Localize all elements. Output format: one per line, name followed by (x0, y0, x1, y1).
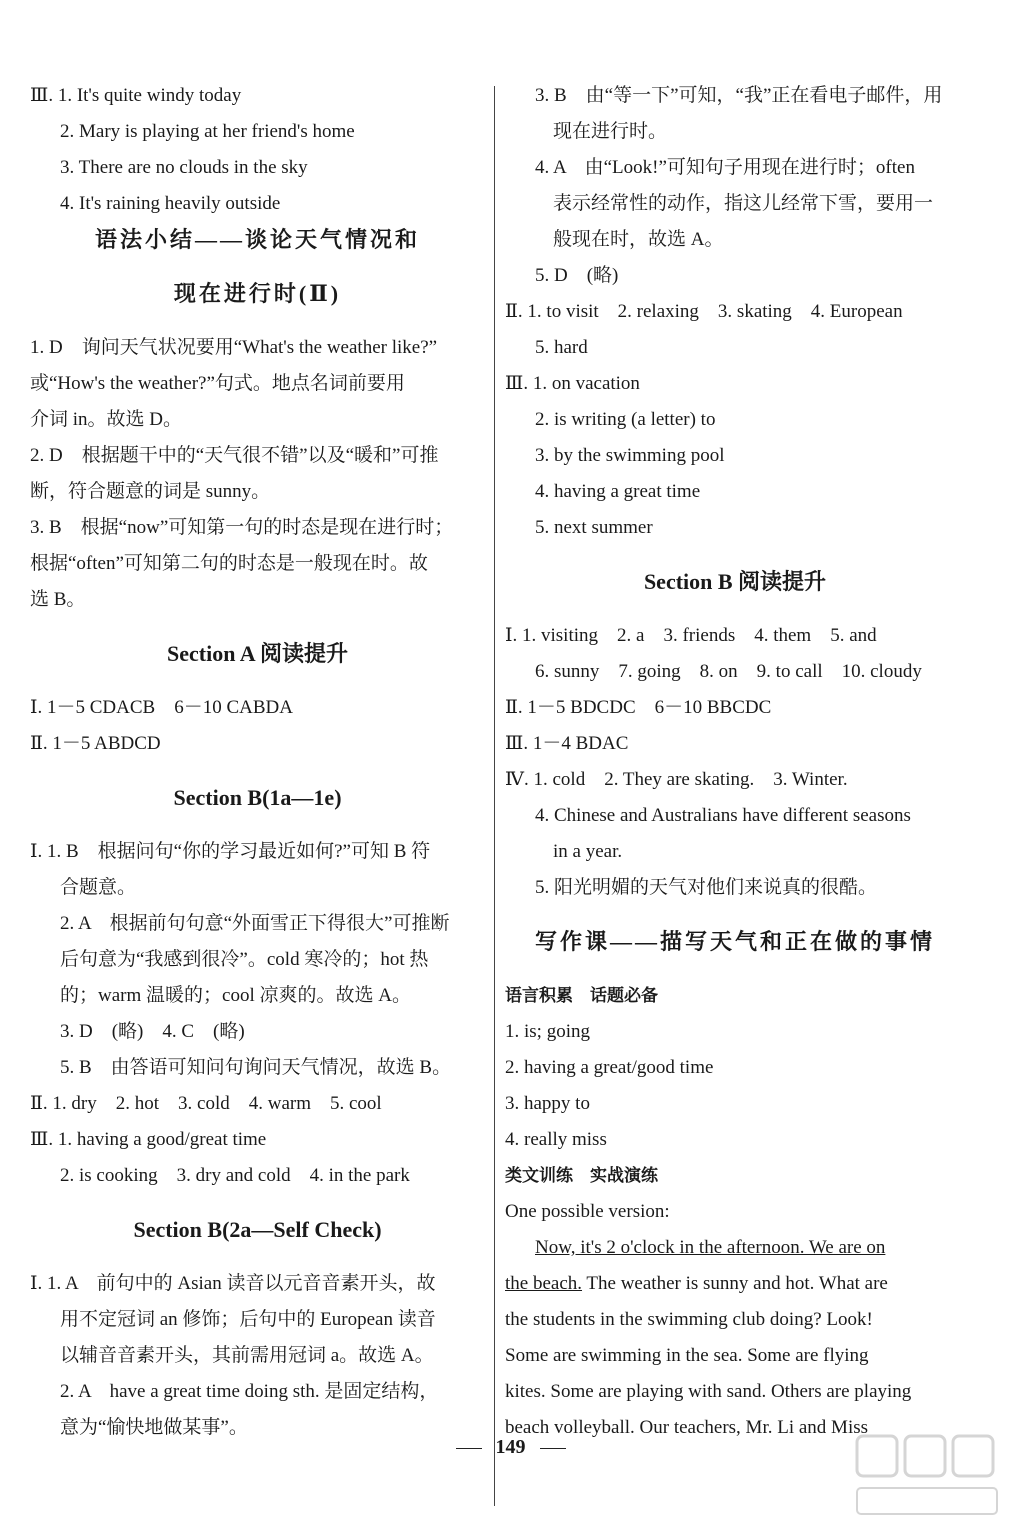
line-text: 2. is cooking 3. dry and cold 4. in the park (60, 1165, 410, 1186)
line-text: 1. D 询问天气状况要用“What's the weather like?” (30, 337, 438, 358)
text-line (30, 1302, 485, 1338)
text-line (505, 1338, 965, 1374)
line-text: Some are swimming in the sea. Some are flying (505, 1345, 869, 1366)
section-heading (505, 906, 965, 978)
left-column (30, 78, 485, 1446)
line-text: 5. D (略) (535, 265, 619, 286)
text-line (30, 1050, 485, 1086)
text-line (30, 1014, 485, 1050)
line-text: Ⅱ. 1. to visit 2. relaxing 3. skating 4. European (505, 301, 903, 322)
line-text: One possible version: (505, 1201, 670, 1222)
text-line (505, 798, 965, 834)
line-text: Ⅲ. 1. having a good/great time (30, 1129, 267, 1150)
text-line (30, 1158, 485, 1194)
line-text: 5. B 由答语可知问句询问天气情况，故选 B。 (60, 1057, 452, 1078)
text-line (30, 870, 485, 906)
text-line (30, 366, 485, 402)
dash-right (540, 1448, 566, 1449)
line-text: 3. D (略) 4. C (略) (60, 1021, 245, 1042)
text-line (30, 1086, 485, 1122)
line-text: 5. hard (535, 337, 588, 358)
text-line (30, 150, 485, 186)
line-text: 合题意。 (60, 877, 137, 898)
text-line (505, 654, 965, 690)
line-text: 3. B 由“等一下”可知，“我”正在看电子邮件，用 (535, 85, 943, 106)
text-line (505, 1194, 965, 1230)
section-heading (30, 618, 485, 690)
text-line (30, 438, 485, 474)
line-text: 4. It's raining heavily outside (60, 193, 281, 214)
dash-left (456, 1448, 482, 1449)
line-text: 表示经常性的动作，指这儿经常下雪，要用一 (553, 193, 934, 214)
line-text: 断，符合题意的词是 sunny。 (30, 481, 271, 502)
text-line (30, 510, 485, 546)
text-line (505, 726, 965, 762)
line-text: Ⅱ. 1. dry 2. hot 3. cold 4. warm 5. cool (30, 1093, 382, 1114)
text-line (30, 834, 485, 870)
line-text: 介词 in。故选 D。 (30, 409, 183, 430)
text-line (505, 1230, 965, 1266)
text-line (30, 726, 485, 762)
text-line (30, 942, 485, 978)
section-heading (30, 258, 485, 330)
text-line (505, 1266, 965, 1302)
line-text: 4. really miss (505, 1129, 607, 1150)
line-text: Section B(2a—Self Check) (133, 1217, 382, 1242)
line-text: 现在进行时。 (553, 121, 668, 142)
line-text: Ⅰ. 1. B 根据问句“你的学习最近如何?”可知 B 符 (30, 841, 431, 862)
text-line (505, 438, 965, 474)
text-line (505, 690, 965, 726)
line-text: 1. is; going (505, 1021, 590, 1042)
line-text: 根据“often”可知第二句的时态是一般现在时。故 (30, 553, 428, 574)
line-text: Now, it's 2 o'clock in the afternoon. We are on (535, 1237, 886, 1258)
line-text: Ⅰ. 1. visiting 2. a 3. friends 4. them 5. and (505, 625, 877, 646)
text-line (505, 150, 965, 186)
text-line (30, 114, 485, 150)
text-line (30, 330, 485, 366)
sub-heading (505, 1158, 965, 1194)
text-line (505, 1302, 965, 1338)
section-heading (30, 762, 485, 834)
text-line (505, 222, 965, 258)
text-line (30, 546, 485, 582)
text-line (505, 1014, 965, 1050)
text-line (30, 474, 485, 510)
text-line (505, 1050, 965, 1086)
line-text: 语言积累 话题必备 (505, 986, 658, 1005)
line-text: 2. A 根据前句句意“外面雪正下得很大”可推断 (60, 913, 450, 934)
text-line (505, 1374, 965, 1410)
text-line (505, 402, 965, 438)
text-line (30, 978, 485, 1014)
line-text: 2. having a great/good time (505, 1057, 714, 1078)
line-text: Ⅰ. 1－5 CDACB 6－10 CABDA (30, 697, 293, 718)
line-text: 4. having a great time (535, 481, 701, 502)
line-text: Ⅱ. 1－5 BDCDC 6－10 BBCDC (505, 697, 772, 718)
section-heading (30, 222, 485, 258)
line-text: 5. next summer (535, 517, 653, 538)
column-divider (494, 86, 495, 1506)
line-text: Ⅲ. 1. on vacation (505, 373, 640, 394)
text-line (30, 1338, 485, 1374)
line-text: Section B(1a—1e) (173, 785, 342, 810)
line-text: Ⅳ. 1. cold 2. They are skating. 3. Winter. (505, 769, 848, 790)
text-line (30, 582, 485, 618)
text-line (505, 1086, 965, 1122)
line-text: 后句意为“我感到很冷”。cold 寒冷的；hot 热 (60, 949, 429, 970)
line-text: 语法小结——谈论天气情况和 (94, 227, 420, 252)
line-text: 2. D 根据题干中的“天气很不错”以及“暖和”可推 (30, 445, 439, 466)
text-line (30, 402, 485, 438)
text-line (505, 366, 965, 402)
text-line (505, 294, 965, 330)
right-column (505, 78, 965, 1446)
line-text: 用不定冠词 an 修饰；后句中的 European 读音 (60, 1309, 436, 1330)
line-text: 2. A have a great time doing sth. 是固定结构， (60, 1381, 439, 1402)
text-line (30, 906, 485, 942)
line-text: 意为“愉快地做某事”。 (60, 1417, 248, 1438)
line-text: Ⅱ. 1－5 ABDCD (30, 733, 161, 754)
line-text: 4. Chinese and Australians have different seasons (535, 805, 911, 826)
sub-heading (505, 978, 965, 1014)
line-text: 选 B。 (30, 589, 86, 610)
line-text: 写作课——描写天气和正在做的事情 (534, 929, 935, 954)
text-line (505, 114, 965, 150)
watermark-logo (853, 1432, 1003, 1522)
line-text: Ⅲ. 1. It's quite windy today (30, 85, 242, 106)
section-heading (30, 1194, 485, 1266)
text-line (30, 186, 485, 222)
line-text: 2. Mary is playing at her friend's home (60, 121, 355, 142)
line-text: 6. sunny 7. going 8. on 9. to call 10. cloudy (535, 661, 922, 682)
page-number: 149 (495, 1436, 526, 1458)
text-line (30, 1374, 485, 1410)
line-text: 3. There are no clouds in the sky (60, 157, 308, 178)
text-line (505, 834, 965, 870)
text-line (505, 78, 965, 114)
line-text: 类文训练 实战演练 (505, 1166, 658, 1185)
line-text: 3. by the swimming pool (535, 445, 725, 466)
line-text: Ⅲ. 1－4 BDAC (505, 733, 629, 754)
line-text: Ⅰ. 1. A 前句中的 Asian 读音以元音音素开头，故 (30, 1273, 436, 1294)
line-text: Section A 阅读提升 (167, 641, 348, 666)
line-text: 3. B 根据“now”可知第一句的时态是现在进行时； (30, 517, 454, 538)
line-text: kites. Some are playing with sand. Others are playing (505, 1381, 912, 1402)
line-text: 4. A 由“Look!”可知句子用现在进行时；often (535, 157, 915, 178)
text-line (505, 618, 965, 654)
text-line (505, 1122, 965, 1158)
text-line (30, 690, 485, 726)
text-line (505, 510, 965, 546)
text-line (30, 78, 485, 114)
line-text: beach volleyball. Our teachers, Mr. Li and Miss (505, 1417, 869, 1438)
text-line (30, 1122, 485, 1158)
line-text: 以辅音音素开头，其前需用冠词 a。故选 A。 (60, 1345, 434, 1366)
text-line (505, 474, 965, 510)
text-line (505, 186, 965, 222)
line-text: 或“How's the weather?”句式。地点名词前要用 (30, 373, 405, 394)
line-text: 的；warm 温暖的；cool 凉爽的。故选 A。 (60, 985, 411, 1006)
line-text: 般现在时，故选 A。 (553, 229, 724, 250)
text-line (30, 1266, 485, 1302)
line-text: Section B 阅读提升 (643, 569, 827, 594)
line-text: in a year. (553, 841, 623, 862)
line-text: 现在进行时(Ⅱ) (173, 281, 342, 306)
line-text: 3. happy to (505, 1093, 590, 1114)
text-line (505, 258, 965, 294)
text-line (505, 870, 965, 906)
text-line (505, 330, 965, 366)
line-text: the students in the swimming club doing? Look! (505, 1309, 873, 1330)
text-line (505, 762, 965, 798)
line-text: 2. is writing (a letter) to (535, 409, 716, 430)
line-text: the beach. The weather is sunny and hot. What are (505, 1273, 888, 1294)
section-heading (505, 546, 965, 618)
line-text: 5. 阳光明媚的天气对他们来说真的很酷。 (535, 877, 878, 898)
